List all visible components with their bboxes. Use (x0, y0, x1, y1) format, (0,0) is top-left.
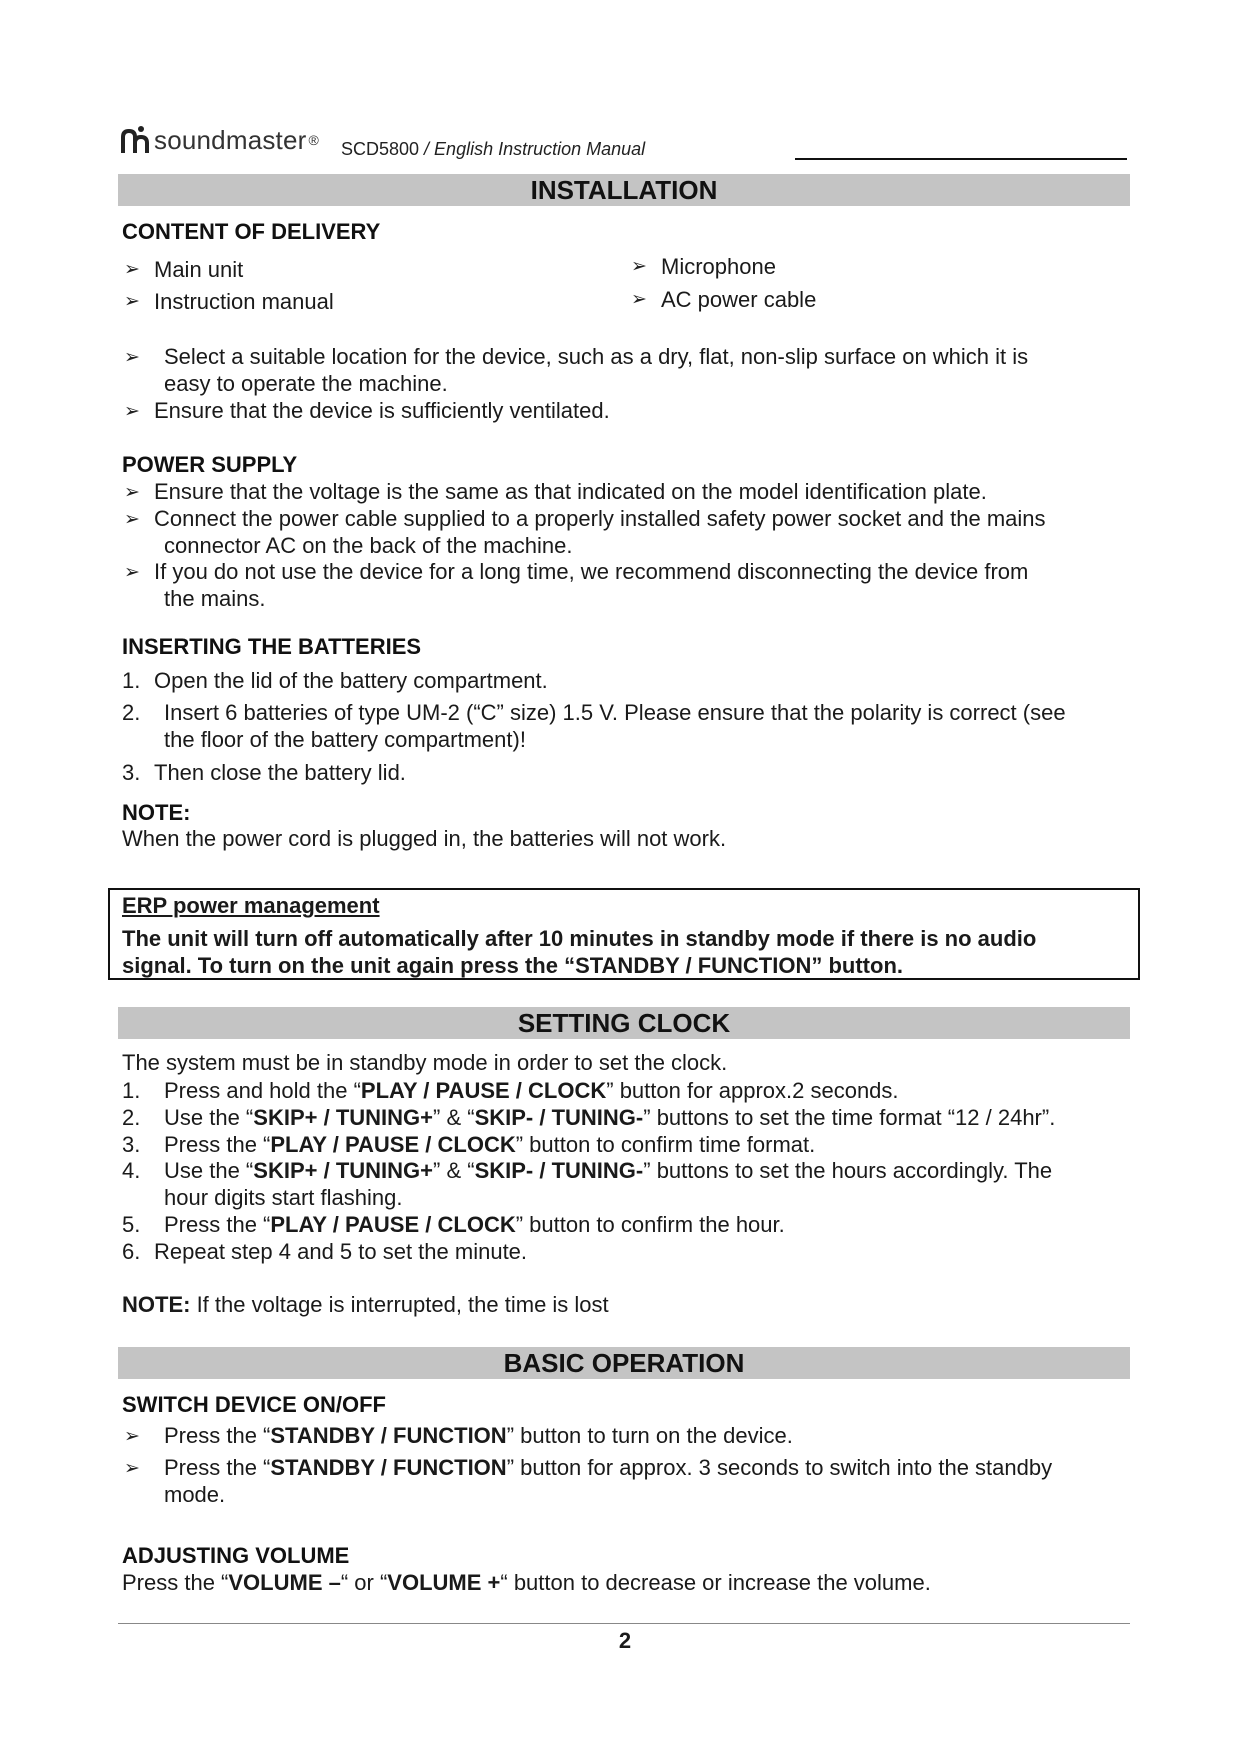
registered-mark: ® (308, 132, 319, 148)
bullet-arrow-icon: ➢ (631, 256, 647, 277)
volume-text: Press the “VOLUME –“ or “VOLUME +“ button to decrease or increase the volume. (122, 1570, 931, 1595)
power-line: If you do not use the device for a long time, we recommend disconnecting the device from (154, 559, 1029, 584)
power-line: Ensure that the voltage is the same as that indicated on the model identification plate. (154, 479, 987, 504)
note-text: When the power cord is plugged in, the batteries will not work. (122, 826, 727, 851)
power-line: connector AC on the back of the machine. (164, 533, 573, 558)
list-item: Main unit (154, 257, 244, 282)
step-number: 5. (122, 1212, 141, 1237)
battery-step: Insert 6 batteries of type UM-2 (“C” size) 1.5 V. Please ensure that the polarity is correct (see (164, 700, 1066, 725)
step-number: 2. (122, 1105, 141, 1130)
clock-step: Repeat step 4 and 5 to set the minute. (154, 1239, 528, 1264)
switch-line: mode. (164, 1482, 226, 1507)
clock-step: Use the “SKIP+ / TUNING+” & “SKIP- / TUNING-” buttons to set the hours accordingly. The (164, 1158, 1053, 1183)
bullet-arrow-icon: ➢ (124, 562, 140, 583)
header-rule (795, 158, 1127, 160)
battery-step: Open the lid of the battery compartment. (154, 668, 548, 693)
bullet-arrow-icon: ➢ (631, 289, 647, 310)
adjusting-volume-heading: ADJUSTING VOLUME (122, 1543, 350, 1568)
step-number: 4. (122, 1158, 141, 1183)
section-bar-basic-operation: BASIC OPERATION (118, 1347, 1130, 1379)
clock-step: hour digits start flashing. (164, 1185, 403, 1210)
switch-line: Press the “STANDBY / FUNCTION” button for approx. 3 seconds to switch into the standby (164, 1455, 1053, 1480)
step-number: 2. (122, 700, 141, 725)
soundmaster-logo-icon (120, 125, 150, 155)
erp-text (122, 925, 1127, 979)
model-number: SCD5800 (341, 139, 420, 159)
list-item: Microphone (661, 254, 776, 279)
clock-step: Press the “PLAY / PAUSE / CLOCK” button to confirm the hour. (164, 1212, 785, 1237)
manual-title: / English Instruction Manual (419, 139, 646, 159)
placement-line: easy to operate the machine. (164, 371, 448, 396)
clock-step: Use the “SKIP+ / TUNING+” & “SKIP- / TUNING-” buttons to set the time format “12 / 24hr”. (164, 1105, 1056, 1130)
content-of-delivery-heading: CONTENT OF DELIVERY (122, 219, 381, 244)
brand-name: soundmaster (154, 124, 307, 155)
bullet-arrow-icon: ➢ (124, 259, 140, 280)
power-line: Connect the power cable supplied to a properly installed safety power socket and the mains (154, 506, 1046, 531)
page-number: 2 (618, 1628, 632, 1653)
clock-note: NOTE: If the voltage is interrupted, the time is lost (122, 1292, 609, 1317)
bullet-arrow-icon: ➢ (124, 347, 140, 368)
footer-rule (118, 1623, 1130, 1624)
document-title (341, 139, 645, 160)
section-bar-setting-clock: SETTING CLOCK (118, 1007, 1130, 1039)
power-supply-heading: POWER SUPPLY (122, 452, 298, 477)
step-number: 3. (122, 1132, 141, 1157)
battery-step: the floor of the battery compartment)! (164, 727, 526, 752)
placement-line: Select a suitable location for the device, such as a dry, flat, non-slip surface on which it is (164, 344, 1029, 369)
step-number: 3. (122, 760, 141, 785)
inserting-batteries-heading: INSERTING THE BATTERIES (122, 634, 422, 659)
placement-line: Ensure that the device is sufficiently ventilated. (154, 398, 610, 423)
erp-line: signal. To turn on the unit again press the “STANDBY / FUNCTION” button. (122, 953, 903, 978)
bullet-arrow-icon: ➢ (124, 401, 140, 422)
step-number: 1. (122, 1078, 141, 1103)
clock-step: Press and hold the “PLAY / PAUSE / CLOCK” button for approx.2 seconds. (164, 1078, 899, 1103)
bullet-arrow-icon: ➢ (124, 482, 140, 503)
list-item: AC power cable (661, 287, 817, 312)
list-item: Instruction manual (154, 289, 334, 314)
bullet-arrow-icon: ➢ (124, 291, 140, 312)
step-number: 6. (122, 1239, 141, 1264)
battery-step: Then close the battery lid. (154, 760, 406, 785)
bullet-arrow-icon: ➢ (124, 509, 140, 530)
bullet-arrow-icon: ➢ (124, 1458, 140, 1479)
clock-step: Press the “PLAY / PAUSE / CLOCK” button to confirm time format. (164, 1132, 816, 1157)
step-number: 1. (122, 668, 141, 693)
switch-device-heading: SWITCH DEVICE ON/OFF (122, 1392, 386, 1417)
note-heading: NOTE: (122, 800, 191, 825)
switch-line: Press the “STANDBY / FUNCTION” button to turn on the device. (164, 1423, 793, 1448)
section-bar-installation: INSTALLATION (118, 174, 1130, 206)
power-line: the mains. (164, 586, 266, 611)
clock-intro: The system must be in standby mode in order to set the clock. (122, 1050, 728, 1075)
erp-line: The unit will turn off automatically after 10 minutes in standby mode if there is no audio (122, 926, 1037, 951)
brand-logo (120, 120, 319, 160)
erp-title: ERP power management (122, 893, 380, 918)
bullet-arrow-icon: ➢ (124, 1426, 140, 1447)
